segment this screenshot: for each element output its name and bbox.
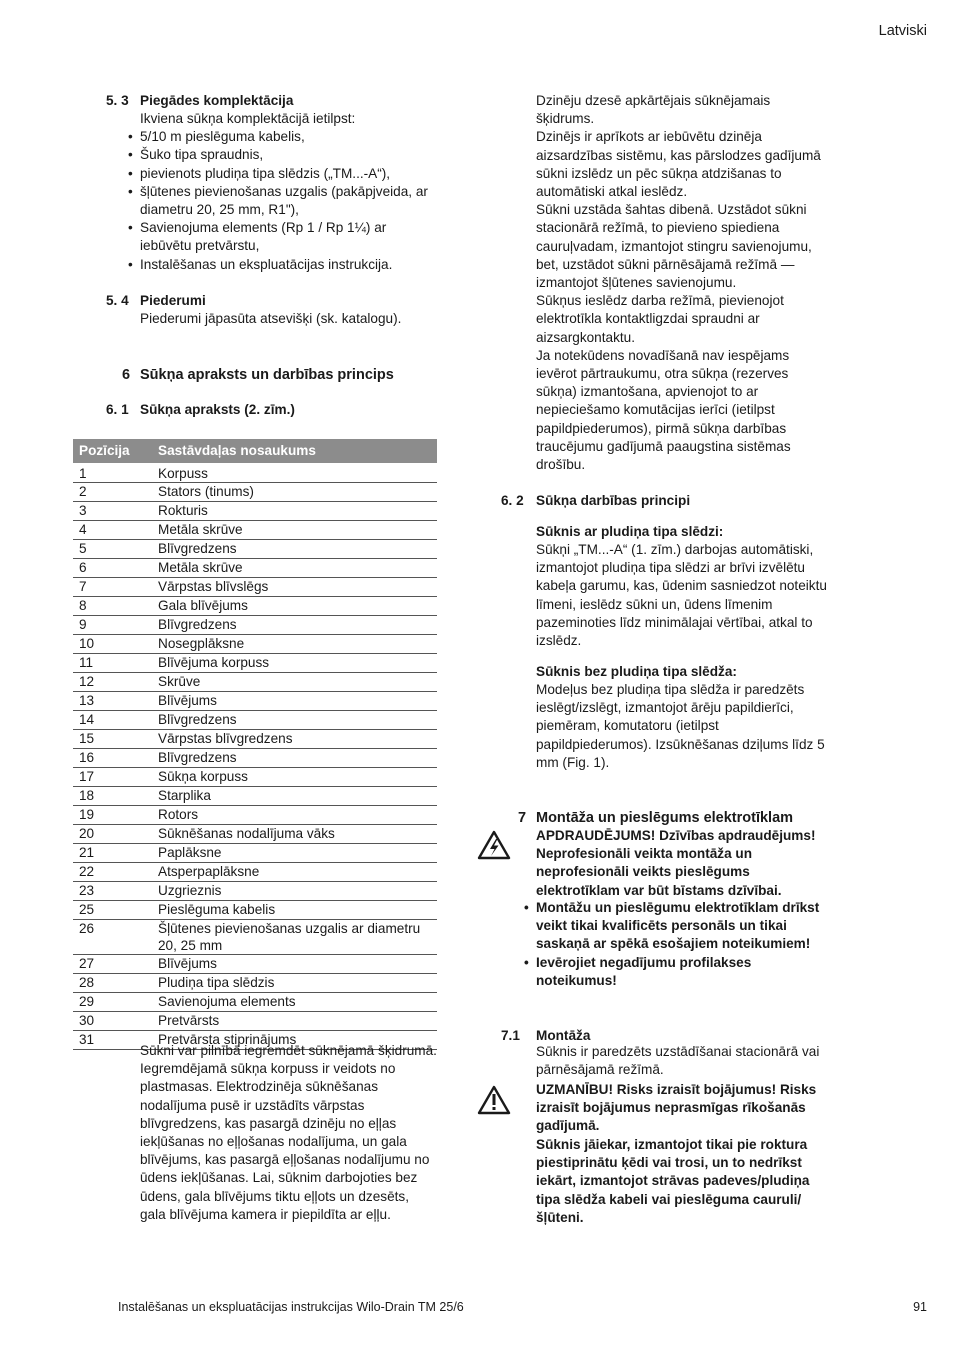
cell-position: 4	[73, 521, 152, 540]
pump-description-paragraph: Sūkni var pilnībā iegremdēt sūknējamā šķidrumā. Iegremdējamā sūkņa korpuss ir veidots no plastmasas. Elektrodzinēja sūknēšanas nodalījuma pusē ir uzstādīts vārpstas blīvgredzens, kas pasargā dzinēju no eļļas iekļūšanas no eļļošanas nodalījuma, un gala blīvējums, kas pasargā eļļošanas nodalījumu no ūdens iekļūšanas. Lai, sūknim darbojoties bez ūdens, gala blīvējums tiktu eļļots un dzesēts, gala blīvējuma kamera ir piepildīta ar eļļu.	[140, 1043, 437, 1222]
table-row	[73, 749, 437, 768]
cell-position: 28	[73, 974, 152, 993]
cell-part-name: Paplāksne	[152, 844, 437, 863]
cell-position: 15	[73, 730, 152, 749]
cell-part-name: Metāla skrūve	[152, 559, 437, 578]
cell-position: 6	[73, 559, 152, 578]
section-6-number: 6	[122, 367, 131, 383]
cell-position: 1	[73, 463, 152, 483]
table-row	[73, 597, 437, 616]
cell-part-name: Stators (tinums)	[152, 483, 437, 502]
table-row	[73, 787, 437, 806]
cell-part-name: Blīvējums	[152, 955, 437, 974]
cell-part-name: Blīvgredzens	[152, 540, 437, 559]
cell-part-name: Korpuss	[152, 463, 437, 483]
pump-intro-block	[536, 92, 832, 474]
cell-position: 22	[73, 863, 152, 882]
section-6-2-title: Sūkņa darbības principi	[536, 493, 691, 508]
cell-position: 12	[73, 673, 152, 692]
table-row	[73, 673, 437, 692]
cell-position: 3	[73, 502, 152, 521]
table-row	[73, 654, 437, 673]
cell-part-name: Skrūve	[152, 673, 437, 692]
table-row	[73, 730, 437, 749]
cell-position: 29	[73, 993, 152, 1012]
cell-part-name: Pretvārsta stiprinājums	[152, 1031, 437, 1050]
parts-table	[73, 439, 437, 1050]
column-header-position: Pozīcija	[73, 439, 152, 463]
cell-part-name: Pretvārsts	[152, 1012, 437, 1031]
table-row	[73, 806, 437, 825]
section-7-title: Montāža un pieslēgums elektrotīklam	[536, 810, 794, 826]
table-row	[73, 692, 437, 711]
cell-position: 30	[73, 1012, 152, 1031]
cell-position: 5	[73, 540, 152, 559]
cell-part-name: Pieslēguma kabelis	[152, 901, 437, 920]
cell-part-name: Blīvgredzens	[152, 749, 437, 768]
section-5-4-title: Piederumi	[140, 293, 206, 308]
cell-part-name: Atsperpaplāksne	[152, 863, 437, 882]
paragraph: Dzinēju dzesē apkārtējais sūknējamais šķidrums.	[536, 93, 771, 127]
float-switch-subheading: Sūknis ar pludiņa tipa slēdzi:	[536, 524, 724, 539]
section-7-number: 7	[518, 810, 527, 826]
cell-position: 18	[73, 787, 152, 806]
table-row	[73, 559, 437, 578]
cell-position: 19	[73, 806, 152, 825]
section-6-title: Sūkņa apraksts un darbības princips	[140, 367, 394, 383]
table-row	[73, 863, 437, 882]
table-row	[73, 521, 437, 540]
table-row	[73, 825, 437, 844]
section-7-1-title: Montāža	[536, 1028, 591, 1043]
caution-text: UZMANĪBU! Risks izraisīt bojājumus! Risks izraisīt bojājumus neprasmīgas rīkošanās gadījumā.	[536, 1082, 817, 1134]
cell-part-name: Blīvējuma korpuss	[152, 654, 437, 673]
list-item: • šļūtenes pievienošanas uzgalis (pakāpjveida, ar diametru 20, 25 mm, R1"),	[140, 183, 436, 219]
footer-title: Instalēšanas un ekspluatācijas instrukcijas Wilo-Drain TM 25/6	[118, 1300, 464, 1314]
danger-list	[536, 899, 832, 990]
cell-position: 23	[73, 882, 152, 901]
table-row	[73, 901, 437, 920]
table-row	[73, 882, 437, 901]
section-5-3-body	[140, 110, 440, 274]
cell-part-name: Pludiņa tipa slēdzis	[152, 974, 437, 993]
cell-position: 17	[73, 768, 152, 787]
section-5-4-text: Piederumi jāpasūta atsevišķi (sk. katalogu).	[140, 311, 402, 326]
no-float-switch-subheading: Sūknis bez pludiņa tipa slēdža:	[536, 664, 737, 679]
parts-table-wrap	[73, 439, 437, 1050]
cell-part-name: Gala blīvējums	[152, 597, 437, 616]
section-6-1-number: 6. 1	[106, 402, 129, 417]
cell-position: 8	[73, 597, 152, 616]
list-item: • Instalēšanas un ekspluatācijas instrukcija.	[140, 256, 436, 274]
column-header-name: Sastāvdaļas nosaukums	[152, 439, 437, 463]
table-row	[73, 578, 437, 597]
cell-part-name: Sūkņa korpuss	[152, 768, 437, 787]
paragraph: Ja notekūdens novadīšanā nav iespējams ievērot pārtraukumu, otra sūkņa (rezerves sūkņa) izmantošana, apvienojot to ar nepieciešamo komutācijas ierīci (ietilpst papildpiederumos), pirmā sūkņa darbības traucējumu gadījumā paaugstina sistēmas drošību.	[536, 347, 791, 473]
table-row	[73, 483, 437, 502]
cell-part-name: Rokturis	[152, 502, 437, 521]
cell-position: 13	[73, 692, 152, 711]
table-row	[73, 540, 437, 559]
danger-warning-text: APDRAUDĒJUMS! Dzīvības apdraudējums! Neprofesionāli veikta montāža un neprofesionāli veikts pieslēgums elektrotīklam var būt bīstams dzīvībai.	[536, 828, 816, 898]
table-row	[73, 635, 437, 654]
caution-warning-icon	[477, 1085, 511, 1120]
paragraph: Sūkņus ieslēdz darba režīmā, pievienojot elektrotīkla kontaktligzdai spraudni ar aizsargkontaktu.	[536, 293, 784, 345]
table-header-row	[73, 439, 437, 463]
list-item: • Šuko tipa spraudnis,	[140, 146, 436, 164]
cell-part-name: Rotors	[152, 806, 437, 825]
section-5-3-title: Piegādes komplektācija	[140, 93, 294, 108]
cell-position: 7	[73, 578, 152, 597]
table-row	[73, 844, 437, 863]
table-row	[73, 463, 437, 483]
section-7-1-number: 7.1	[501, 1028, 520, 1043]
table-row	[73, 768, 437, 787]
section-6-1-title: Sūkņa apraksts (2. zīm.)	[140, 402, 295, 417]
no-float-switch-text: Modeļus bez pludiņa tipa slēdža ir paredzēts ieslēgt/izslēgt, izmantojot ārēju papildierīci, piemēram, komutatoru (ietilpst papildpiederumos). Izsūknēšanas dziļums līdz 5 mm (Fig. 1).	[536, 682, 825, 770]
cell-part-name: Sūknēšanas nodalījuma vāks	[152, 825, 437, 844]
cell-position: 31	[73, 1031, 152, 1050]
cell-part-name: Uzgrieznis	[152, 882, 437, 901]
table-row	[73, 502, 437, 521]
table-row	[73, 920, 437, 955]
table-row	[73, 993, 437, 1012]
cell-position: 16	[73, 749, 152, 768]
list-item: • Montāžu un pieslēgumu elektrotīklam drīkst veikt tikai kvalificēts personāls un tikai saskaņā ar spēkā esošajiem noteikumiem!	[536, 899, 832, 954]
cell-part-name: Savienojuma elements	[152, 993, 437, 1012]
float-switch-text: Sūkņi „TM...-A“ (1. zīm.) darbojas automātiski, izmantojot pludiņa tipa slēdzi ar brīvi izvēlētu kabeļa garumu, kas, ūdenim sasniedzot noteiktu līmeni, ieslēdz sūkni un, ūdens līmenim pazeminoties līdz minimālajai vērtībai, atkal to izslēdz.	[536, 542, 827, 649]
cell-part-name: Blīvgredzens	[152, 616, 437, 635]
cell-position: 9	[73, 616, 152, 635]
cell-position: 27	[73, 955, 152, 974]
cell-position: 11	[73, 654, 152, 673]
delivery-list	[140, 128, 436, 274]
cell-position: 10	[73, 635, 152, 654]
cell-position: 25	[73, 901, 152, 920]
cell-part-name: Nosegplāksne	[152, 635, 437, 654]
section-6-2-number: 6. 2	[501, 493, 524, 508]
cell-part-name: Blīvējums	[152, 692, 437, 711]
cell-part-name: Blīvgredzens	[152, 711, 437, 730]
cell-part-name: Starplika	[152, 787, 437, 806]
list-item: • Ievērojiet negadījumu profilakses noteikumus!	[536, 954, 832, 990]
table-row	[73, 616, 437, 635]
table-row	[73, 974, 437, 993]
list-item: • 5/10 m pieslēguma kabelis,	[140, 128, 436, 146]
table-row	[73, 955, 437, 974]
table-row	[73, 711, 437, 730]
cell-position: 20	[73, 825, 152, 844]
list-item: • pievienots pludiņa tipa slēdzis („TM...-A“),	[140, 165, 436, 183]
cell-part-name: Vārpstas blīvgredzens	[152, 730, 437, 749]
list-item: • Savienojuma elements (Rp 1 / Rp 1¼) ar iebūvētu pretvārstu,	[140, 219, 436, 255]
section-5-3-intro: Ikviena sūkņa komplektācijā ietilpst:	[140, 111, 356, 126]
cell-position: 2	[73, 483, 152, 502]
cell-position: 26	[73, 920, 152, 955]
table-row	[73, 1012, 437, 1031]
cell-position: 21	[73, 844, 152, 863]
paragraph: Dzinējs ir aprīkots ar iebūvētu dzinēja aizsardzības sistēmu, kas pārslodzes gadījumā sūkni izslēdz un pēc sūkņa atdzišanas to automātiski atkal ieslēdz.	[536, 129, 821, 200]
cell-part-name: Šļūtenes pievienošanas uzgalis ar diametru 20, 25 mm	[152, 920, 437, 955]
section-5-4-number: 5. 4	[106, 293, 129, 308]
danger-bullets	[536, 899, 832, 990]
cell-part-name: Metāla skrūve	[152, 521, 437, 540]
cell-position: 14	[73, 711, 152, 730]
section-7-1-text: Sūknis ir paredzēts uzstādīšanai stacionārā vai pārnēsājamā režīmā.	[536, 1044, 820, 1078]
section-5-3-number: 5. 3	[106, 93, 129, 108]
cell-part-name: Vārpstas blīvslēgs	[152, 578, 437, 597]
page-language: Latviski	[878, 23, 927, 39]
caution-instruction: Sūknis jāiekar, izmantojot tikai pie roktura piestiprinātu ķēdi vai trosi, un to nedrīkst iekārt, izmantojot strāvas padeves/pludiņa tipa slēdža kabeli vai pieslēguma cauruli/šļūteni.	[536, 1137, 810, 1225]
paragraph: Sūkni uzstāda šahtas dibenā. Uzstādot sūkni stacionārā režīmā, to pievieno spiediena cauruļvadam, izmantojot stingru savienojumu, bet, uzstādot sūkni pārnēsājamā režīmā — izmantojot šļūtenes savienojumu.	[536, 202, 812, 291]
electric-hazard-icon	[477, 830, 511, 865]
page-number: 91	[913, 1300, 927, 1314]
